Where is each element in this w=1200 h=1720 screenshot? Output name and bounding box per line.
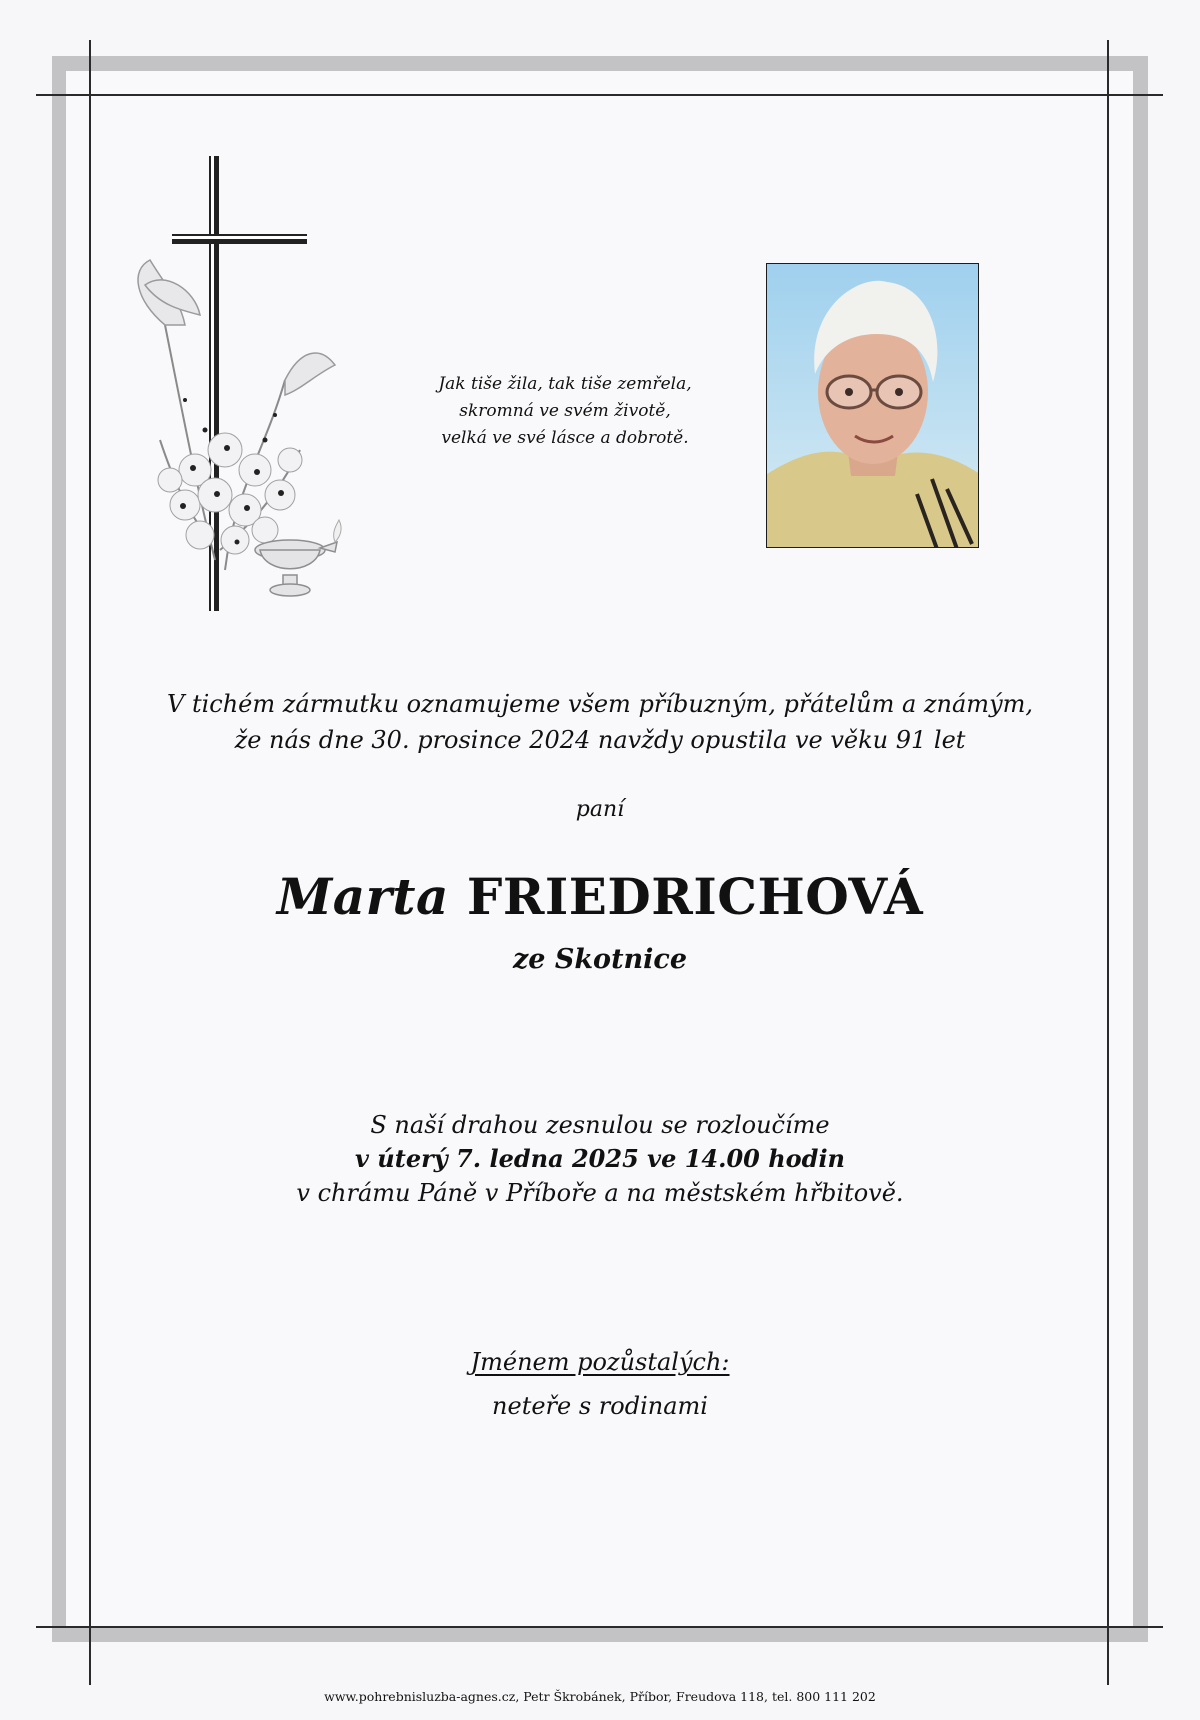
frame-left-band: [52, 56, 66, 1642]
funeral-place: v chrámu Páně v Příboře a na městském hřbitově.: [296, 1179, 904, 1207]
funeral-date-time: v úterý 7. ledna 2025 ve 14.00 hodin: [354, 1144, 846, 1173]
survivors-text: neteře s rodinami: [492, 1392, 708, 1420]
portrait-photo: [766, 263, 979, 548]
funeral-service-footer: www.pohrebnisluzba-agnes.cz, Petr Škrobánek, Příbor, Freudova 118, tel. 800 111 202: [324, 1689, 876, 1704]
quote-line-3: velká ve své lásce a dobrotě.: [441, 428, 689, 448]
deceased-origin: ze Skotnice: [512, 944, 688, 975]
deceased-surname: FRIEDRICHOVÁ: [466, 867, 924, 926]
survivors-heading: Jménem pozůstalých:: [470, 1348, 730, 1376]
frame-left-line: [89, 40, 91, 1685]
frame-bottom-line: [36, 1626, 1163, 1628]
memorial-quote: [400, 371, 730, 452]
frame-right-line: [1107, 40, 1109, 1685]
frame-top-band: [52, 56, 1148, 71]
cross-flowers-icon: [125, 150, 355, 620]
announcement-line-1: V tichém zármutku oznamujeme všem příbuzným, přátelům a známým,: [166, 690, 1034, 718]
quote-line-1: Jak tiše žila, tak tiše zemřela,: [438, 374, 692, 394]
funeral-line-1: S naší drahou zesnulou se rozloučíme: [370, 1111, 830, 1139]
announcement-line-2: že nás dne 30. prosince 2024 navždy opustila ve věku 91 let: [234, 726, 966, 754]
survivors-block: [350, 1340, 850, 1428]
quote-line-2: skromná ve svém životě,: [459, 401, 671, 421]
death-announcement: [120, 686, 1080, 758]
salutation: paní: [575, 797, 625, 822]
portrait-image: [767, 264, 979, 548]
deceased-first-name: Marta: [276, 867, 449, 926]
frame-right-band: [1133, 56, 1148, 1642]
frame-bottom-band: [52, 1627, 1148, 1642]
frame-top-line: [36, 94, 1163, 96]
deceased-name: [100, 867, 1100, 926]
funeral-details: [150, 1108, 1050, 1210]
